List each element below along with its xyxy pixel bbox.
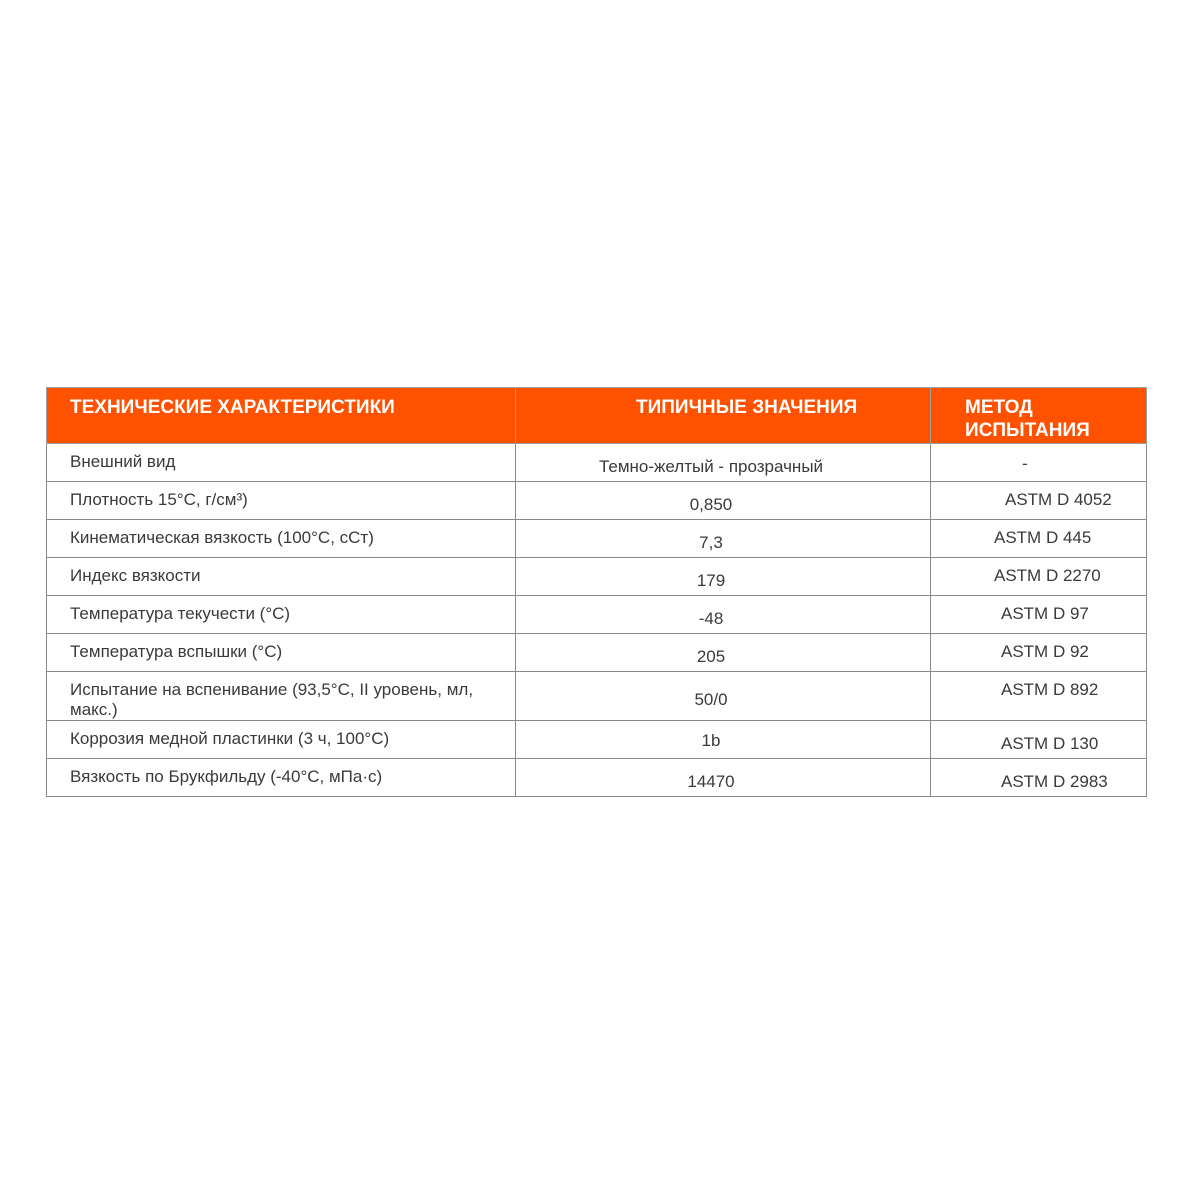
table-row <box>47 444 1147 482</box>
row-method: ASTM D 97 <box>931 596 1147 634</box>
table-row <box>47 482 1147 520</box>
row-method: ASTM D 2270 <box>931 558 1147 596</box>
row-value: 50/0 <box>516 672 931 721</box>
specifications-table <box>46 387 1147 797</box>
row-value: 0,850 <box>516 482 931 520</box>
row-value: 179 <box>516 558 931 596</box>
row-value: 1b <box>516 721 931 759</box>
row-characteristic: Коррозия медной пластинки (3 ч, 100°C) <box>47 721 516 759</box>
row-characteristic: Индекс вязкости <box>47 558 516 596</box>
row-method: - <box>931 444 1147 482</box>
table-row <box>47 520 1147 558</box>
table-header-row <box>47 388 1147 444</box>
row-value: 7,3 <box>516 520 931 558</box>
row-method: ASTM D 892 <box>931 672 1147 721</box>
row-characteristic: Плотность 15°C, г/см³) <box>47 482 516 520</box>
table-row <box>47 759 1147 797</box>
header-test-method <box>931 388 1147 444</box>
table-row <box>47 596 1147 634</box>
table-row <box>47 721 1147 759</box>
row-characteristic: Температура вспышки (°C) <box>47 634 516 672</box>
row-method: ASTM D 92 <box>931 634 1147 672</box>
row-value: Темно-желтый - прозрачный <box>516 444 931 482</box>
row-value: 14470 <box>516 759 931 797</box>
header-test-method-line2: ИСПЫТАНИЯ <box>965 420 1090 441</box>
row-characteristic: Температура текучести (°C) <box>47 596 516 634</box>
row-value: 205 <box>516 634 931 672</box>
row-characteristic: Кинематическая вязкость (100°C, сСт) <box>47 520 516 558</box>
row-characteristic: Вязкость по Брукфильду (-40°C, мПа·с) <box>47 759 516 797</box>
row-characteristic: Внешний вид <box>47 444 516 482</box>
table-row <box>47 634 1147 672</box>
row-value: -48 <box>516 596 931 634</box>
row-method: ASTM D 2983 <box>931 759 1147 797</box>
row-method: ASTM D 130 <box>931 721 1147 759</box>
row-method: ASTM D 4052 <box>931 482 1147 520</box>
table-row <box>47 558 1147 596</box>
header-characteristic: ТЕХНИЧЕСКИЕ ХАРАКТЕРИСТИКИ <box>47 388 516 444</box>
row-method: ASTM D 445 <box>931 520 1147 558</box>
table-row <box>47 672 1147 721</box>
header-typical-value: ТИПИЧНЫЕ ЗНАЧЕНИЯ <box>516 388 931 444</box>
row-characteristic: Испытание на вспенивание (93,5°C, II уровень, мл, макс.) <box>47 672 516 721</box>
header-test-method-line1: МЕТОД <box>965 397 1033 418</box>
